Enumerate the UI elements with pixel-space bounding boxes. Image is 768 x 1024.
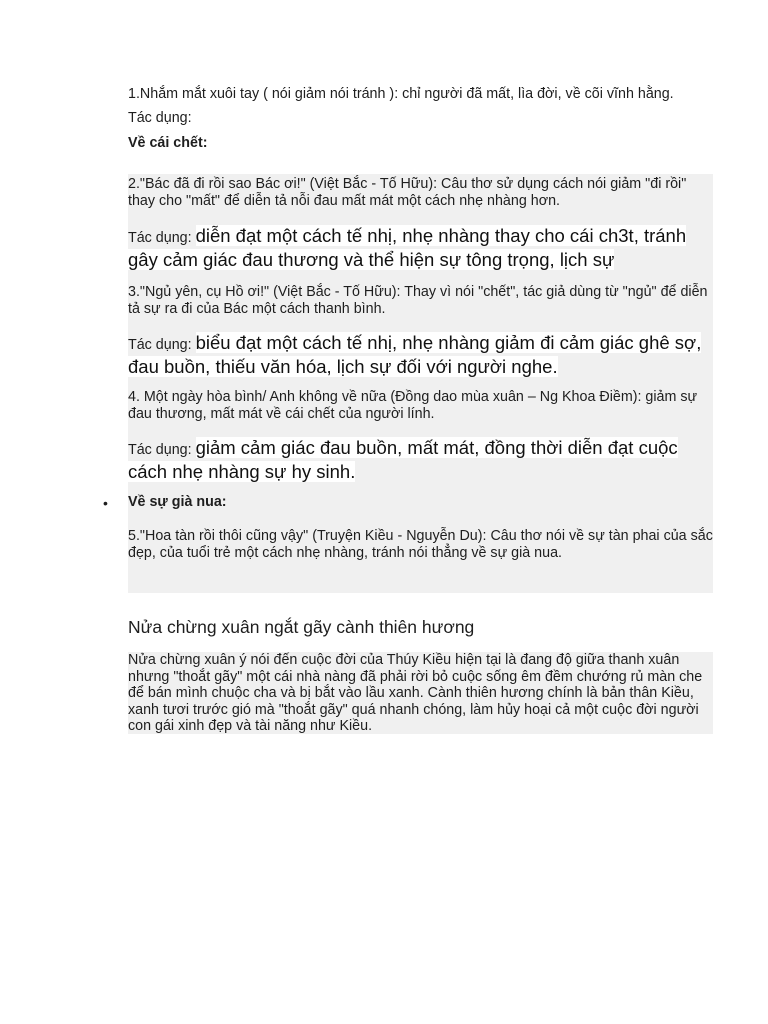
verse-line: Nửa chừng xuân ngắt gãy cành thiên hương [128, 617, 475, 637]
heading-aging: Về sự già nua: [128, 494, 227, 510]
analysis-paragraph: Nửa chừng xuân ý nói đến cuộc đời của Thúy Kiều hiện tại là đang độ giữa thanh xuân nhưng "thoắt gãy" một cái nhà nàng đã phải rời bỏ cuộc sống êm đềm chướng rủ màn che để bán mình chuộc cha và bị bắt vào lầu xanh. Cành thiên hương chính là bản thân Kiều, xanh tươi trước gió mà "thoắt gãy" quá nhanh chóng, làm hủy hoại cả một cuộc đời người con gái xinh đẹp và tài năng như Kiều. [128, 652, 703, 734]
heading-death: Về cái chết: [128, 135, 208, 151]
bullet-icon: • [103, 495, 108, 511]
example-3-effect-text: biểu đạt một cách tế nhị, nhẹ nhàng giảm đi cảm giác ghê sợ, đau buồn, thiếu văn hóa, lịch sự đối với người nghe. [128, 332, 702, 377]
example-4-effect-text: giảm cảm giác đau buồn, mất mát, đồng thời diễn đạt cuộc cách nhẹ nhàng sự hy sinh. [128, 437, 678, 482]
paragraph-1: 1.Nhắm mắt xuôi tay ( nói giảm nói tránh ): chỉ người đã mất, lìa đời, về cõi vĩnh hằng. [128, 86, 674, 102]
example-2-effect [128, 225, 718, 273]
example-2-text: 2."Bác đã đi rồi sao Bác ơi!" (Việt Bắc - Tố Hữu): Câu thơ sử dụng cách nói giảm "đi rồi" thay cho "mất" để diễn tả nỗi đau mất mát một cách nhẹ nhàng hơn. [128, 176, 687, 209]
example-3-text: 3."Ngủ yên, cụ Hồ ơi!" (Việt Bắc - Tố Hữu): Thay vì nói "chết", tác giả dùng từ "ngủ" để diễn tả sự ra đi của Bác một cách thanh bình. [128, 284, 708, 317]
example-3-effect [128, 332, 718, 380]
example-2-effect-text: diễn đạt một cách tế nhị, nhẹ nhàng thay cho cái ch3t, tránh gây cảm giác đau thương và thể hiện sự tông trọng, lịch sự [128, 225, 687, 270]
paragraph-1-effect-label: Tác dụng: [128, 110, 192, 126]
example-4-effect-label: Tác dụng: [128, 442, 196, 458]
example-4-effect [128, 437, 718, 485]
example-4-text: 4. Một ngày hòa bình/ Anh không về nữa (Đồng dao mùa xuân – Ng Khoa Điềm): giảm sự đau thương, mất mát về cái chết của người lính. [128, 389, 698, 422]
example-3-effect-label: Tác dụng: [128, 337, 196, 353]
example-5-text: 5."Hoa tàn rồi thôi cũng vậy" (Truyện Kiều - Nguyễn Du): Câu thơ nói về sự tàn phai của sắc đẹp, của tuổi trẻ một cách nhẹ nhàng, tránh nói thẳng về sự già nua. [128, 528, 713, 561]
example-2-effect-label: Tác dụng: [128, 230, 196, 246]
